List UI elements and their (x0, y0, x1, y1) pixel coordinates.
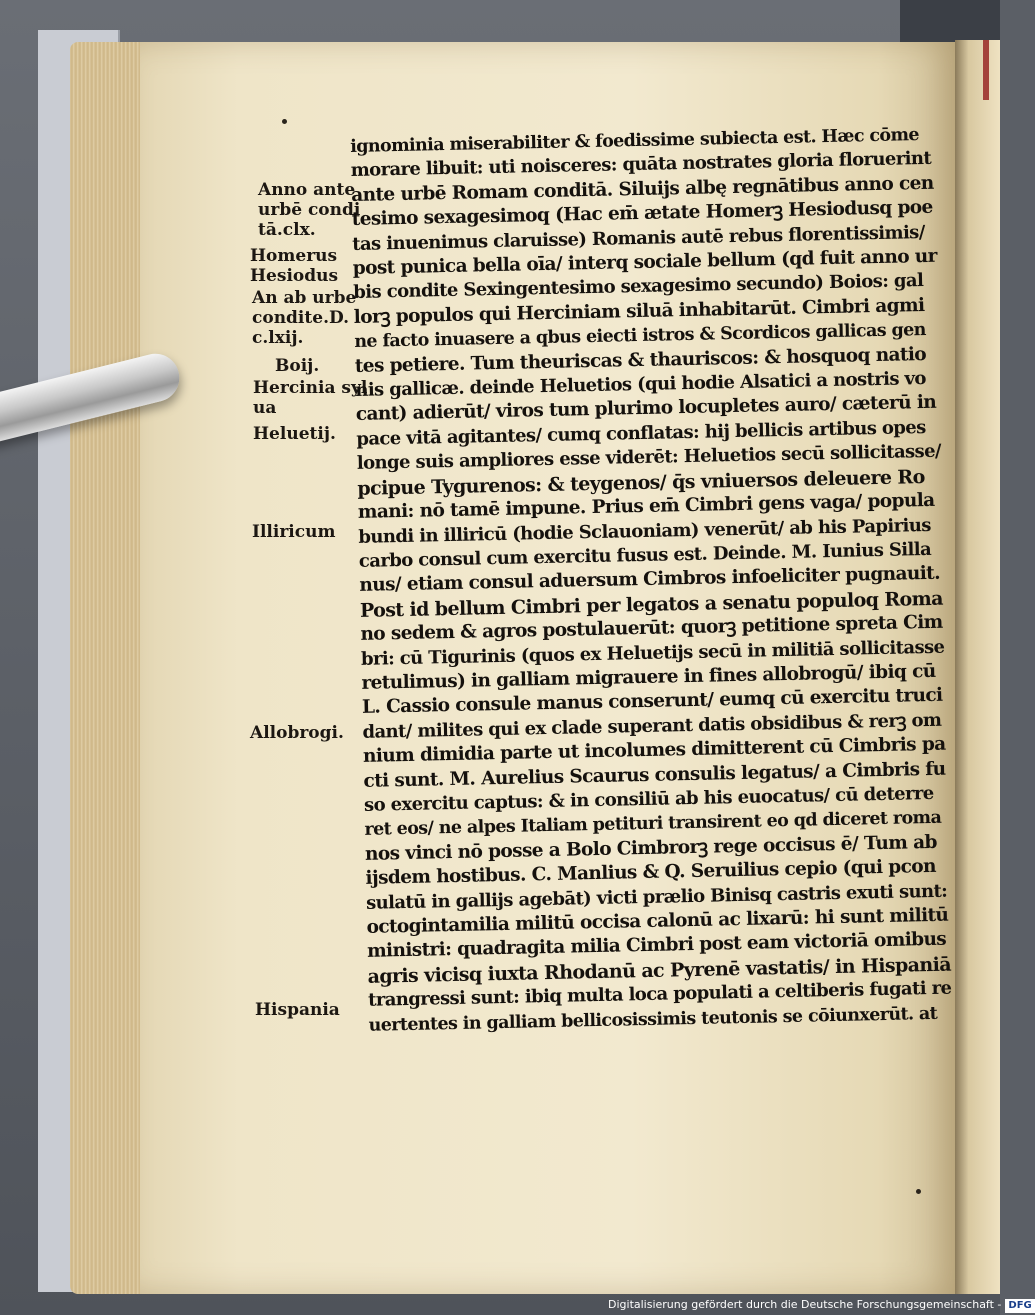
text-line: ante urbē Romam conditā. Siluijs albę regnātibus anno cen (351, 172, 934, 206)
body-text (350, 123, 954, 1038)
text-line: mani: nō tamē impune. Prius em̄ Cimbri gens vaga/ popula (357, 489, 935, 524)
text-line: octogintamilia militū occisa calonū ac lixarū: hi sunt militū (366, 904, 949, 938)
text-line: bri: cū Tigurinis (quos ex Heluetijs secū in militiā sollicitasse (360, 636, 945, 670)
text-line: trangressi sunt: ibiq multa loca populati a celtiberis fugati re (367, 977, 952, 1012)
digitization-credit (608, 1296, 1032, 1314)
scanner-corner (900, 0, 1000, 45)
ribbon-marker (983, 40, 989, 100)
margin-note-heluetii: Heluetij. (253, 424, 336, 444)
margin-note-anno: Anno ante urbē condi tā.clx. (258, 180, 361, 240)
text-line: pace vitā agitantes/ cumq conflatas: hij bellicis artibus opes (356, 416, 926, 450)
text-line: so exercitu captus: & in consiliū ab his euocatus/ cū deterre (363, 782, 934, 816)
text-line: post punica bella oīa/ interq sociale bellum (qd fuit anno ur (352, 245, 938, 279)
text-line: carbo consul cum exercitu fusus est. Deinde. M. Iunius Silla (358, 538, 932, 572)
text-line: tas inuenimus claruisse) Romanis autē rebus florentissimis/ (352, 221, 925, 255)
margin-note-boii: Boij. (275, 356, 320, 376)
margin-note-hispania: Hispania (255, 1000, 340, 1020)
text-line: nis gallicæ. deinde Heluetios (qui hodie Alsatici a nostris vo (355, 368, 927, 402)
facing-page (955, 40, 1000, 1294)
text-line: Post id bellum Cimbri per legatos a senatu populoq Roma (359, 587, 944, 622)
text-line: sulatū in gallijs agebāt) victi prælio Binisq castris exuti sunt: (365, 880, 948, 914)
ink-dot (916, 1189, 921, 1194)
text-line: nos vinci nō posse a Bolo Cimbrorꝫ rege occisus ē/ Tum ab (364, 831, 938, 865)
text-line: ijsdem hostibus. C. Manlius & Q. Seruilius cepio (qui pcon (365, 856, 937, 890)
text-line: cant) adierūt/ viros tum plurimo locupletes auro/ cæterū in (355, 392, 937, 426)
text-line: cti sunt. M. Aurelius Scaurus consulis legatus/ a Cimbris fu (363, 758, 946, 792)
text-line: agris vicisq iuxta Rhodanū ac Pyrenē vastatis/ in Hispaniā (367, 953, 952, 988)
text-line: uertentes in galliam bellicosissimis teutonis se cōiunxerūt. at (368, 1003, 938, 1036)
text-line: ignominia miserabiliter & foedissime subiecta est. Hæc cōme (350, 125, 920, 157)
text-line: no sedem & agros postulauerūt: quorꝫ petitione spreta Cim (360, 611, 943, 646)
margin-note-illiricum: Illiricum (252, 522, 336, 542)
credit-text: Digitalisierung gefördert durch die Deutsche Forschungsgemeinschaft - (608, 1298, 1002, 1311)
text-line: ne facto inuasere a qbus eiecti istros & Scordicos gallicas gen (354, 320, 927, 353)
text-line: lorꝫ populos qui Herciniam siluā inhabitarūt. Cimbri agmi (353, 294, 925, 328)
text-line: dant/ milites qui ex clade superant datis obsidibus & rerꝫ om (362, 709, 942, 743)
text-line: nus/ etiam consul aduersum Cimbros infoeliciter pugnauit. (359, 563, 941, 597)
text-line: bis condite Sexingentesimo sexagesimo secundo) Boios: gal (353, 270, 924, 304)
text-line: tes petiere. Tum theuriscas & thauriscos: & hosquoq natio (354, 343, 927, 377)
ink-dot (282, 119, 287, 124)
text-line: tesimo sexagesimoq (Hac em̄ ætate Homerꝫ Hesiodusq poe (351, 197, 933, 231)
text-line: ministri: quadragita milia Cimbri post eam victoriā omibus (366, 929, 947, 963)
text-line: retulimus) in galliam migrauere in fines allobrogū/ ibiq cū (361, 660, 936, 694)
text-line: morare libuit: uti noisceres: quāta nostrates gloria floruerint (350, 148, 932, 182)
margin-note-ab-urbe: An ab urbe condite.D. c.lxij. (252, 288, 357, 348)
text-line: pcipue Tygurenos: & teygenos/ q̄s vniuersos deleuere Ro (357, 465, 925, 500)
text-line: longe suis ampliores esse viderēt: Heluetios secū sollicitasse/ (356, 440, 942, 475)
margin-note-allobrogi: Allobrogi. (250, 723, 344, 743)
text-line: L. Cassio consule manus conserunt/ eumq cū exercitu truci (361, 685, 943, 719)
dfg-logo: DFG (1005, 1299, 1034, 1313)
text-line: bundi in illiricū (hodie Sclauoniam) venerūt/ ab his Papirius (358, 514, 931, 548)
margin-note-homerus: Homerus Hesiodus (250, 246, 339, 286)
text-line: ret eos/ ne alpes Italiam petituri transirent eo qd diceret roma (364, 808, 942, 841)
margin-note-hercinia: Hercinia syl ua (253, 378, 368, 418)
text-line: nium dimidia parte ut incolumes dimitterent cū Cimbris pa (362, 733, 946, 768)
